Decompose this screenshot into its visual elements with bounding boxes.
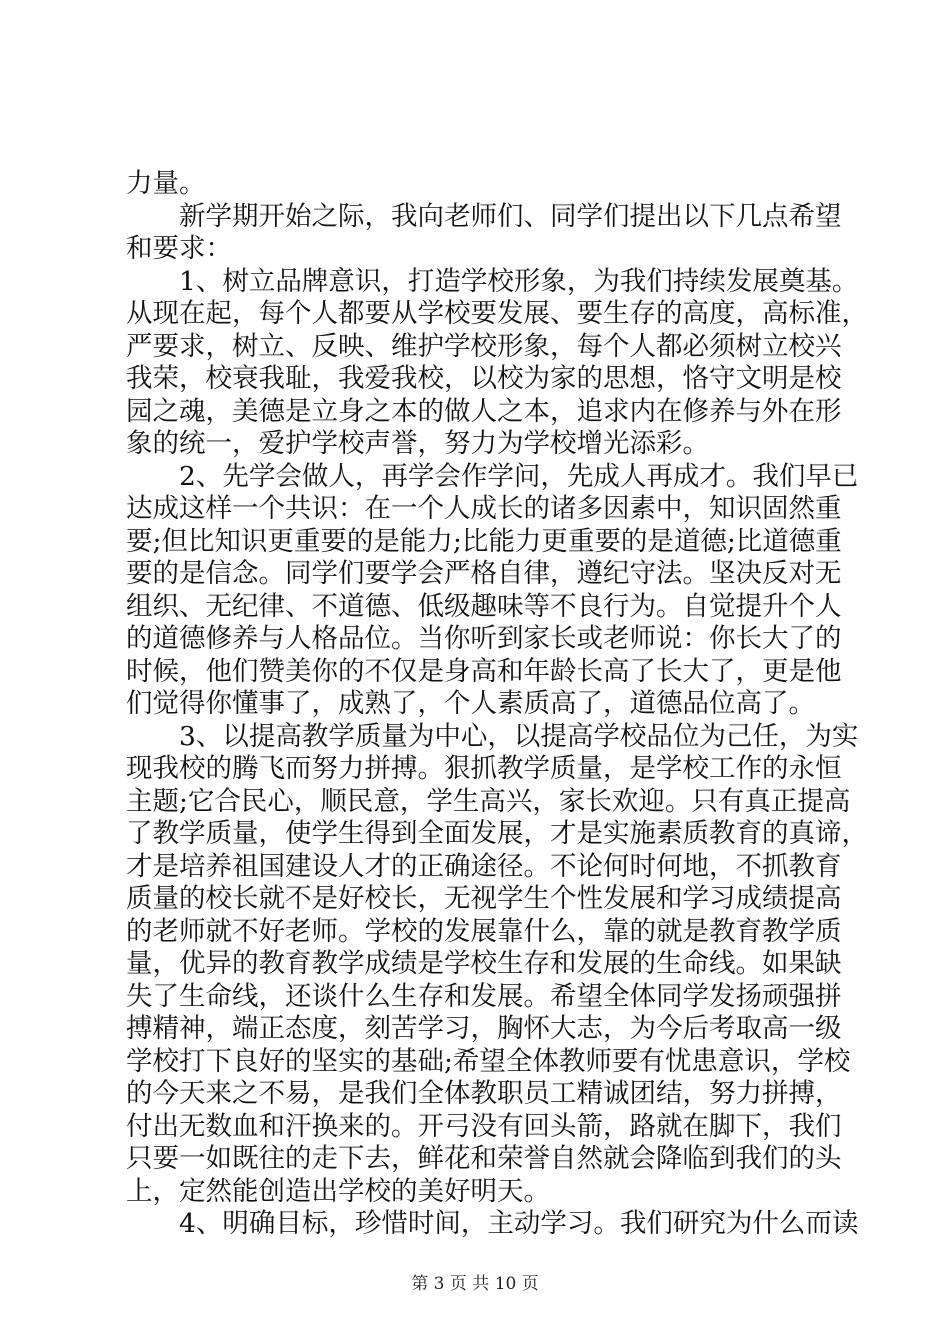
text-line: 1、树立品牌意识，打造学校形象，为我们持续发展奠基。 bbox=[179, 265, 859, 297]
text-line: 力量。 bbox=[126, 168, 206, 199]
text-line: 的道德修养与人格品位。当你听到家长或老师说：你长大了的 bbox=[126, 623, 842, 654]
text-line: 的老师就不好老师。学校的发展靠什么，靠的就是教育教学质 bbox=[126, 915, 842, 947]
text-line: 才是培养祖国建设人才的正确途径。不论何时何地，不抓教育 bbox=[126, 850, 842, 882]
text-line: 只要一如既往的走下去，鲜花和荣誉自然就会降临到我们的头 bbox=[126, 1143, 842, 1174]
text-line: 学校打下良好的坚实的基础;希望全体教师要有忧患意识，学校 bbox=[126, 1045, 851, 1077]
text-line: 严要求，树立、反映、维护学校形象，每个人都必须树立校兴 bbox=[126, 330, 842, 362]
text-line: 付出无数血和汗换来的。开弓没有回头箭，路就在脚下，我们 bbox=[126, 1110, 842, 1142]
text-line: 2、先学会做人，再学会作学问，先成人再成才。我们早已 bbox=[179, 460, 859, 492]
text-line: 质量的校长就不是好校长，无视学生个性发展和学习成绩提高 bbox=[126, 883, 842, 914]
text-line: 象的统一，爱护学校声誉，努力为学校增光添彩。 bbox=[126, 428, 709, 459]
text-line: 量，优异的教育教学成绩是学校生存和发展的生命线。如果缺 bbox=[126, 948, 842, 979]
text-line: 现我校的腾飞而努力拼搏。狠抓教学质量，是学校工作的永恒 bbox=[126, 753, 842, 784]
text-line: 搏精神，端正态度，刻苦学习，胸怀大志，为今后考取高一级 bbox=[126, 1013, 842, 1044]
text-line: 和要求： bbox=[126, 233, 232, 264]
text-line: 达成这样一个共识：在一个人成长的诸多因素中，知识固然重 bbox=[126, 493, 842, 524]
text-line: 失了生命线，还谈什么生存和发展。希望全体同学发扬顽强拼 bbox=[126, 980, 842, 1012]
text-line: 主题;它合民心，顺民意，学生高兴，家长欢迎。只有真正提高 bbox=[126, 785, 851, 817]
text-line: 们觉得你懂事了，成熟了，个人素质高了，道德品位高了。 bbox=[126, 688, 815, 719]
text-line: 要;但比知识更重要的是能力;比能力更重要的是道德;比道德重 bbox=[126, 525, 842, 557]
text-line: 了教学质量，使学生得到全面发展，才是实施素质教育的真谛， bbox=[126, 818, 868, 849]
text-line: 新学期开始之际，我向老师们、同学们提出以下几点希望 bbox=[179, 200, 842, 232]
text-line: 3、以提高教学质量为中心，以提高学校品位为己任，为实 bbox=[179, 720, 859, 752]
text-line: 4、明确目标，珍惜时间，主动学习。我们研究为什么而读 bbox=[179, 1208, 859, 1239]
text-line: 时候，他们赞美你的不仅是身高和年龄长高了长大了，更是他 bbox=[126, 655, 842, 687]
text-line: 园之魂，美德是立身之本的做人之本，追求内在修养与外在形 bbox=[126, 395, 842, 427]
text-line: 的今天来之不易，是我们全体教职员工精诚团结，努力拼搏， bbox=[126, 1078, 842, 1109]
page-footer: 第 3 页 共 10 页 bbox=[411, 1274, 539, 1294]
text-line: 组织、无纪律、不道德、低级趣味等不良行为。自觉提升个人 bbox=[126, 590, 842, 622]
text-line: 我荣，校衰我耻，我爱我校，以校为家的思想，恪守文明是校 bbox=[126, 363, 842, 394]
text-line: 上，定然能创造出学校的美好明天。 bbox=[126, 1175, 550, 1207]
text-line: 从现在起，每个人都要从学校要发展、要生存的高度，高标准， bbox=[126, 298, 868, 329]
text-line: 要的是信念。同学们要学会严格自律，遵纪守法。坚决反对无 bbox=[126, 558, 842, 589]
document-body bbox=[126, 168, 868, 1241]
